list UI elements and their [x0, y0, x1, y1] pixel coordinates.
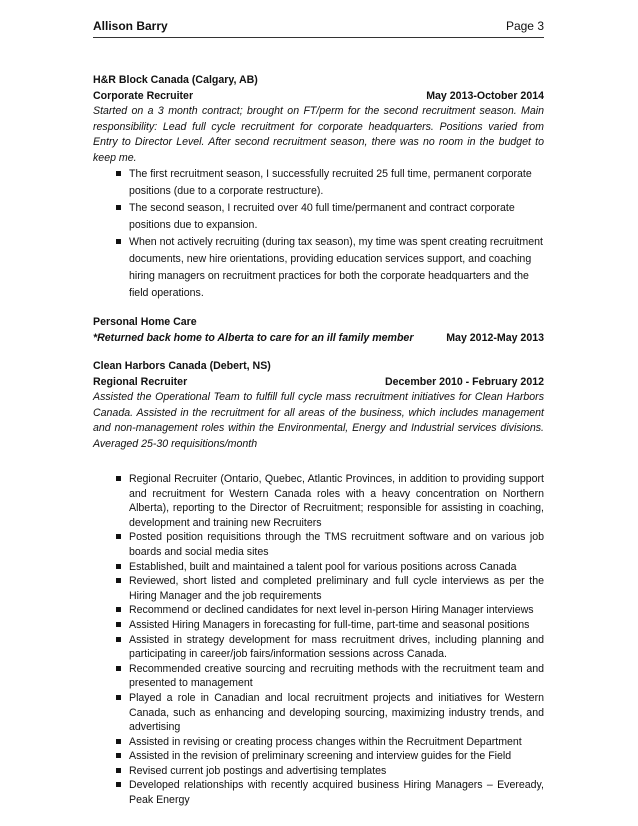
list-item: Regional Recruiter (Ontario, Quebec, Atlantic Provinces, in addition to providing support and recruitment for Western Canada roles with a heavy concentration on Northern Alberta), reporting to the Director of Recruitment; responsible for assisting in coaching, development and training new Recruiters	[93, 472, 544, 530]
page-header	[93, 19, 544, 38]
list-item: Assisted in strategy development for mass recruitment drives, including planning and participating in career/job fairs/information sessions across Canada.	[93, 633, 544, 662]
page-number: Page 3	[505, 19, 544, 33]
list-item: Revised current job postings and advertising templates	[93, 764, 544, 779]
list-item: Recommend or declined candidates for next level in-person Hiring Manager interviews	[93, 603, 544, 618]
list-item: Posted position requisitions through the TMS recruitment software and on various job boards and social media sites	[93, 530, 544, 559]
job-personal	[93, 315, 544, 346]
job-title-line	[93, 89, 544, 105]
job-title: *Returned back home to Alberta to care for an ill family member	[93, 331, 414, 344]
job-title-line	[93, 375, 544, 391]
list-item: Recommended creative sourcing and recruiting methods with the recruitment team and presented to management	[93, 662, 544, 691]
list-item: Developed relationships with recently acquired business Hiring Managers – Eveready, Peak Energy	[93, 778, 544, 807]
job-clean-harbors	[93, 359, 544, 808]
job-description: Assisted the Operational Team to fulfill full cycle mass recruitment initiatives for Clean Harbors Canada. Assisted in the recruitment for all areas of the business, which includes management and non-management roles within the Environmental, Energy and Industrial services divisions. Averaged 25-30 requisitions/month	[93, 391, 544, 450]
list-item: Assisted in revising or creating process changes within the Recruitment Department	[93, 735, 544, 750]
list-item: Assisted in the revision of preliminary screening and interview guides for the Field	[93, 749, 544, 764]
job-title-line	[93, 331, 544, 347]
list-item: The first recruitment season, I successfully recruited 25 full time, permanent corporate positions (due to a corporate restructure).	[93, 166, 544, 200]
job-title: Corporate Recruiter	[93, 89, 194, 102]
job-bullets	[93, 472, 544, 808]
list-item: When not actively recruiting (during tax season), my time was spent creating recruitment documents, new hire orientations, providing education services support, and coaching hiring managers on recruitment practices for both the corporate headquarters and the field operations.	[93, 234, 544, 302]
list-item: Reviewed, short listed and completed preliminary and full cycle interviews as per the Hiring Manager and the job requirements	[93, 574, 544, 603]
job-hr-block	[93, 73, 544, 302]
job-title: Regional Recruiter	[93, 375, 188, 388]
employer-name: Clean Harbors Canada (Debert, NS)	[93, 360, 271, 372]
employer-name: Personal Home Care	[93, 316, 197, 328]
job-dates: May 2013-October 2014	[426, 89, 544, 102]
list-item: Assisted Hiring Managers in forecasting for full-time, part-time and seasonal positions	[93, 618, 544, 633]
job-dates: May 2012-May 2013	[446, 331, 544, 344]
employer-name: H&R Block Canada (Calgary, AB)	[93, 74, 258, 86]
resume-body	[93, 73, 544, 808]
job-bullets	[93, 166, 544, 302]
list-item: The second season, I recruited over 40 full time/permanent and contract corporate positions due to expansion.	[93, 200, 544, 234]
job-description: Started on a 3 month contract; brought on FT/perm for the second recruitment season. Main responsibility: Lead full cycle recruitment for corporate headquarters. Positions varied from Entry to Director Level. After second recruitment season, there was no room in the budget to keep me.	[93, 105, 544, 164]
job-dates: December 2010 - February 2012	[385, 375, 544, 388]
candidate-name: Allison Barry	[93, 19, 168, 33]
list-item: Established, built and maintained a talent pool for various positions across Canada	[93, 560, 544, 575]
list-item: Played a role in Canadian and local recruitment projects and initiatives for Western Canada, such as enhancing and developing sourcing, maximizing industry trends, and advertising	[93, 691, 544, 735]
